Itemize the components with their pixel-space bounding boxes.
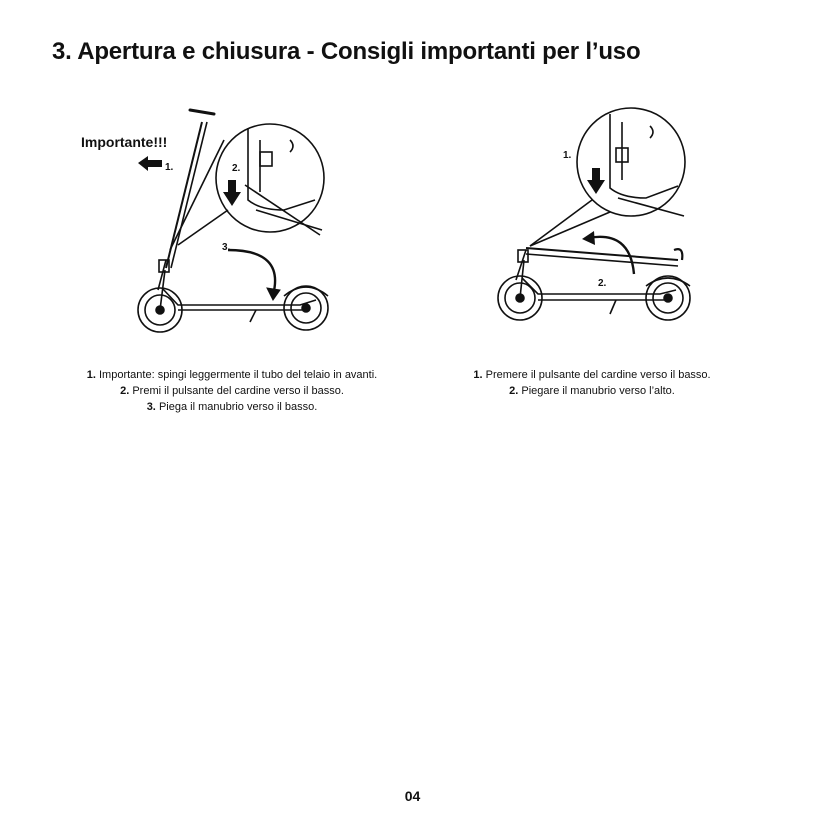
caption-step-num: 2. xyxy=(120,385,130,397)
push-forward-arrow xyxy=(138,156,162,171)
step-label-2: 2. xyxy=(598,278,607,289)
caption-text: Premi il pulsante del cardine verso il basso. xyxy=(132,385,344,397)
step-label-1: 1. xyxy=(563,150,572,161)
caption-line xyxy=(412,367,772,383)
caption-step-num: 3. xyxy=(146,401,156,413)
step-label-3: 3. xyxy=(222,242,231,253)
caption-line xyxy=(412,383,772,399)
caption-step-num: 1. xyxy=(86,369,96,381)
folding-illustration xyxy=(70,100,370,340)
caption-text: Premere il pulsante del cardine verso il basso. xyxy=(485,369,711,381)
hinge-detail-circle xyxy=(577,108,685,216)
caption-text: Piega il manubrio verso il basso. xyxy=(158,401,318,413)
caption-line xyxy=(52,367,412,383)
caption-text: Piegare il manubrio verso l’alto. xyxy=(521,385,675,397)
caption-step-num: 2. xyxy=(509,385,519,397)
step-label-2: 2. xyxy=(232,163,241,174)
step-label-1: 1. xyxy=(165,162,174,173)
hinge-detail-circle xyxy=(216,124,324,232)
scooter-unfolding-drawing xyxy=(470,100,730,340)
caption-step-num: 1. xyxy=(473,369,483,381)
unfolding-illustration xyxy=(470,100,730,340)
caption-line xyxy=(52,399,412,415)
page-number: 04 xyxy=(404,788,421,804)
caption-right xyxy=(412,367,772,399)
page-title: 3. Apertura e chiusura - Consigli importanti per l’uso xyxy=(52,38,641,65)
caption-line xyxy=(52,383,412,399)
warning-label: Importante!!! xyxy=(81,134,168,150)
caption-left xyxy=(52,367,412,415)
caption-text: Importante: spingi leggermente il tubo del telaio in avanti. xyxy=(99,369,378,381)
